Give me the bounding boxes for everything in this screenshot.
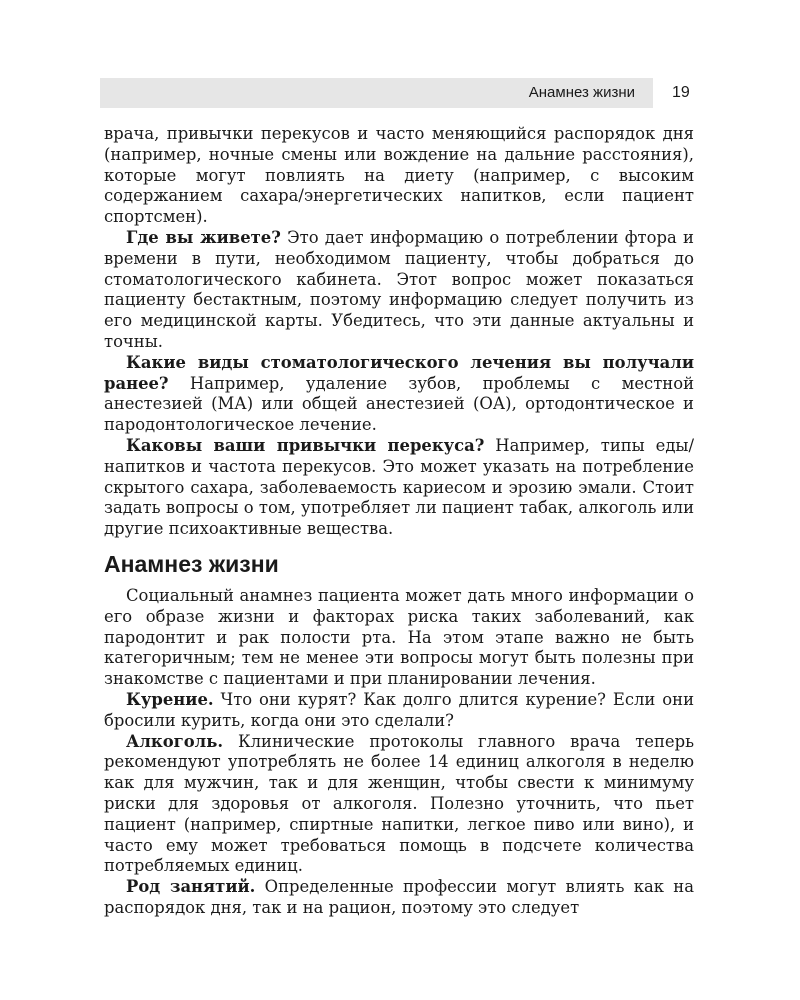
paragraph-text: Что они курят? Как долго длится курение? Если они бросили курить, когда они это сделали?: [104, 689, 694, 730]
paragraph-lead: Курение.: [126, 689, 214, 709]
section-intro-paragraph: Социальный анамнез пациента может дать много информации о его образе жизни и факторах риска таких заболеваний, как пародонтит и рак полости рта. На этом этапе важно не быть категоричным; тем не менее эти вопросы могут быть полезны при знакомстве с пациентами и при планировании лечения.: [104, 585, 694, 689]
paragraph-lead: Каковы ваши привычки перекуса?: [126, 435, 485, 455]
paragraph-where-live: [104, 228, 694, 353]
running-header-title: Анамнез жизни: [528, 84, 635, 101]
paragraph-alcohol: [104, 732, 694, 878]
paragraph-text: Клинические протоколы главного врача теперь рекомендуют употреблять не более 14 единиц алкоголя в неделю как для мужчин, так и для женщин, чтобы свести к минимуму риски для здоровья от алкоголя. Полезно уточнить, что пьет пациент (например, спиртные напитки, легкое пиво или вино), и часто ему может требоваться помощь в подсчете количества потребляемых единиц.: [104, 731, 694, 876]
continuation-paragraph: врача, привычки перекусов и часто меняющийся распорядок дня (например, ночные смены или вождение на дальние расстояния), которые могут повлиять на диету (например, с высоким содержанием сахара/энергетических напитков, если пациент спортсмен).: [104, 124, 694, 227]
paragraph-previous-treatment: [104, 353, 694, 436]
page-body: [104, 124, 694, 919]
paragraph-text: Например, удаление зубов, проблемы с местной анестезией (МА) или общей анестезией (ОА), ортодонтическое и пародонтологическое лечение.: [104, 373, 694, 435]
paragraph-lead: Где вы живете?: [126, 227, 281, 247]
section-heading: Анамнез жизни: [104, 550, 279, 577]
paragraph-snacking-habits: [104, 436, 694, 540]
paragraph-lead: Алкоголь.: [126, 731, 224, 751]
paragraph-lead: Какие виды стоматологического лечения вы получали ранее?: [104, 352, 694, 393]
paragraph-lead: Род занятий.: [126, 877, 256, 897]
page-number: 19: [672, 84, 690, 101]
paragraph-text: Это дает информацию о потреблении фтора и времени в пути, необходимом пациенту, чтобы добраться до стоматологического кабинета. Этот вопрос может показаться пациенту бестактным, поэтому информацию следует получить из его медицинской карты. Убедитесь, что эти данные актуальны и точны.: [104, 227, 694, 351]
paragraph-text: Определенные профессии могут влиять как на распорядок дня, так и на рацион, поэтому это следует: [104, 877, 694, 917]
running-header-bar: [100, 78, 653, 108]
paragraph-occupation: [104, 877, 694, 919]
paragraph-smoking: [104, 690, 694, 732]
paragraph-text: Например, типы еды/напитков и частота перекусов. Это может указать на потребление скрытого сахара, заболеваемость кариесом и эрозию эмали. Стоит задать вопросы о том, употребляет ли пациент табак, алкоголь или другие психоактивные вещества.: [104, 435, 694, 539]
